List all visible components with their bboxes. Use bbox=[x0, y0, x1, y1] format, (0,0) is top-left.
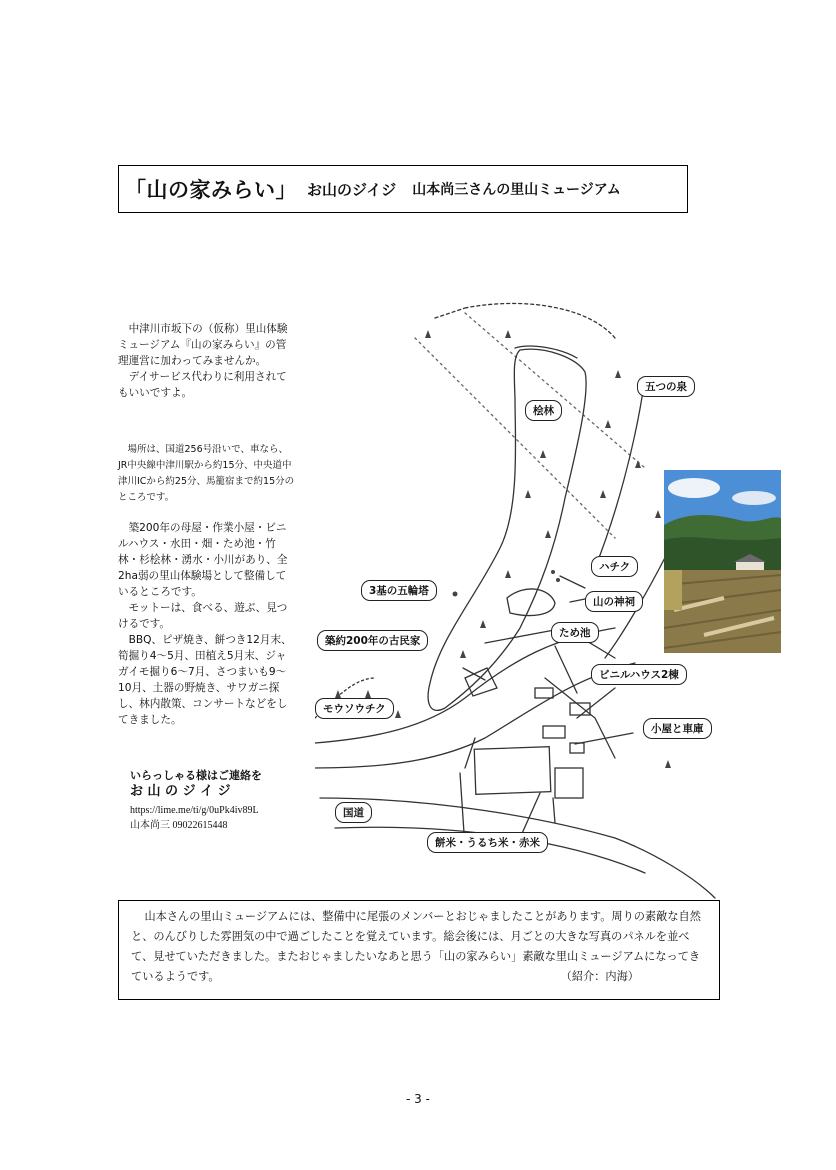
comment-text: 山本さんの里山ミュージアムには、整備中に尾張のメンバーとおじゃましたことがあります。周りの素敵な自然と、のんびりした雰囲気の中で過ごしたことを覚えています。総会後には、月ごとの大きな写真のパネルを並べて、見せていただきました。またおじゃましたいなあと思う「山の家みらい」素敵な里山ミュージアムになってきているようです。 bbox=[131, 910, 701, 983]
map-label-hachiku: ハチク bbox=[591, 556, 638, 577]
landscape-photo-drawing bbox=[664, 470, 781, 653]
map-label-gorinto: 3基の五輪塔 bbox=[361, 580, 437, 601]
facilities-text-3: BBQ、ピザ焼き、餅つき12月末、筍掘り4～5月、田植え5月末、ジャガイモ掘り6～7月、さつまいも9～10月、土器の野焼き、サワガニ探し、林内散策、コンサートなどをしてきました。 bbox=[118, 634, 292, 726]
map-label-mousouchiku: モウソウチク bbox=[315, 698, 394, 719]
contact-line-1: いらっしゃる様はご連絡を bbox=[130, 769, 262, 782]
contact-heading bbox=[130, 768, 262, 800]
map-label-kominka: 築約200年の古民家 bbox=[317, 630, 428, 651]
intro-text-1: 中津川市坂下の（仮称）里山体験ミュージアム『山の家みらい』の管理運営に加わってみませんか。 bbox=[118, 323, 288, 367]
contact-url[interactable]: https://lime.me/ti/g/0uPk4iv89L bbox=[130, 805, 259, 816]
page-title: 「山の家みらい」 bbox=[125, 178, 297, 202]
facilities-paragraph bbox=[118, 520, 296, 728]
page-number: - 3 - bbox=[406, 1092, 430, 1106]
title-box bbox=[118, 165, 688, 213]
facilities-text-2: モットーは、食べる、遊ぶ、見つけるです。 bbox=[118, 602, 288, 630]
landscape-photo bbox=[664, 470, 781, 653]
contact-line-2: お 山 の ジ イ ジ bbox=[130, 784, 231, 799]
access-text: 場所は、国道256号沿いで、車なら、JR中央線中津川駅から約15分、中央道中津川ICから約25分、馬籠宿まで約15分のところです。 bbox=[118, 444, 295, 503]
title-sub-ojiji: お山のジイジ bbox=[307, 180, 397, 199]
comment-credit: （紹介：内海） bbox=[560, 970, 639, 983]
map-label-kokudo: 国道 bbox=[335, 802, 372, 823]
map-label-koya-shako: 小屋と車庫 bbox=[643, 718, 712, 739]
intro-paragraph bbox=[118, 321, 296, 401]
contact-details bbox=[130, 803, 259, 833]
intro-text-2: デイサービス代わりに利用されてもいいですよ。 bbox=[118, 371, 287, 399]
contact-phone: 山本尚三 09022615448 bbox=[130, 820, 228, 831]
introduction-comment-box bbox=[118, 900, 720, 1000]
access-paragraph bbox=[118, 442, 296, 506]
map-label-yama-no-kami: 山の神祠 bbox=[585, 591, 643, 612]
map-label-rice: 餅米・うるち米・赤米 bbox=[427, 832, 548, 853]
facilities-text-1: 築200年の母屋・作業小屋・ビニルハウス・水田・畑・ため池・竹林・杉桧林・湧水・小川があり、全2ha弱の里山体験場として整備しているところです。 bbox=[118, 522, 288, 598]
map-label-tameike: ため池 bbox=[551, 622, 599, 643]
map-label-itsutsu-no-izumi: 五つの泉 bbox=[637, 376, 695, 397]
map-label-hinoki-forest: 桧林 bbox=[525, 400, 562, 421]
map-label-vinyl-house: ビニルハウス2棟 bbox=[591, 664, 687, 685]
title-sub-museum: 山本尚三さんの里山ミュージアム bbox=[412, 182, 621, 198]
